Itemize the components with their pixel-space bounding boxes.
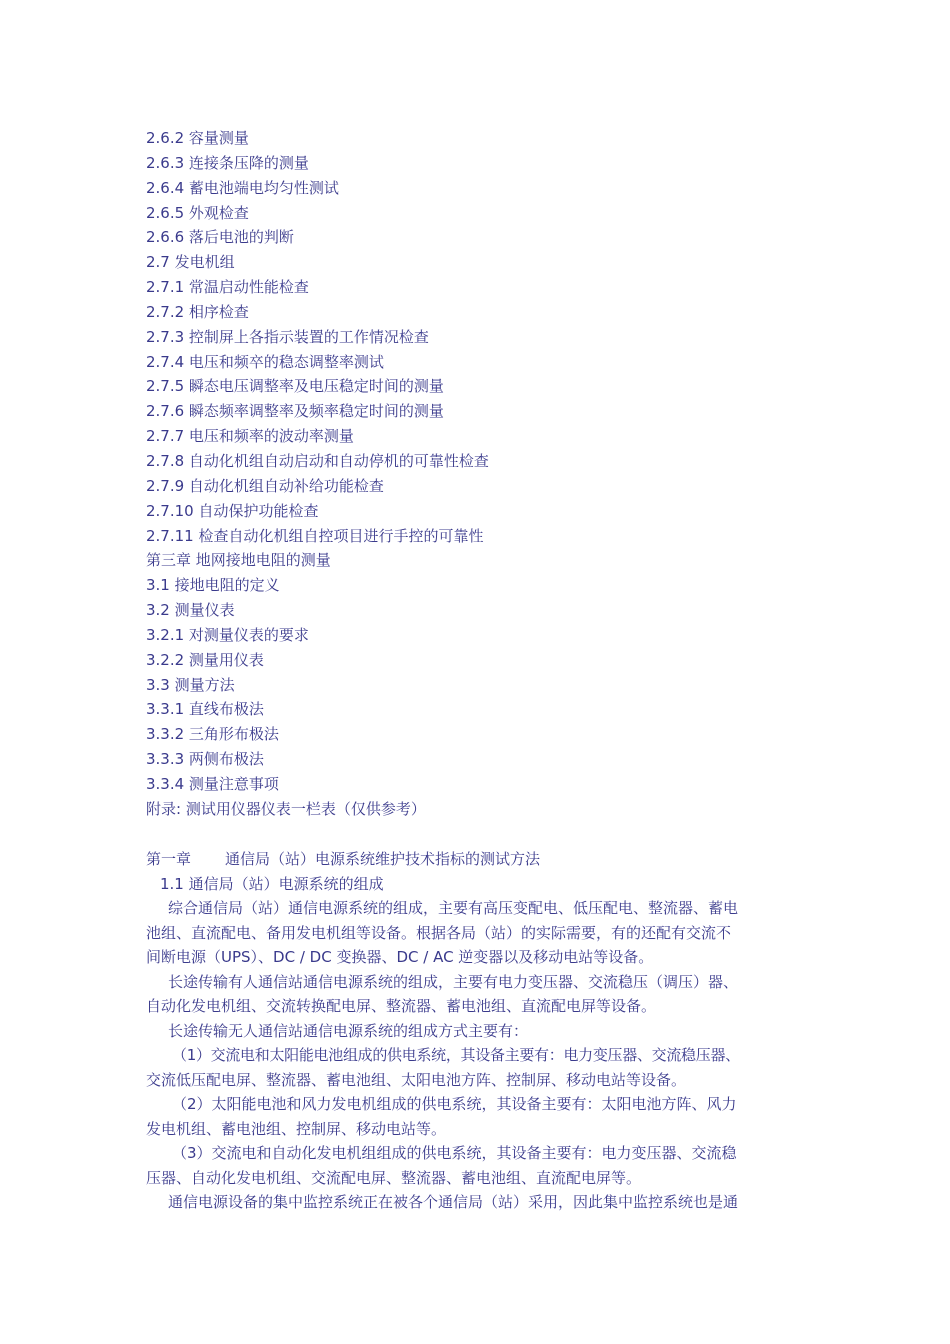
table-of-contents [146,126,489,822]
toc-entry[interactable]: 2.7.5 瞬态电压调整率及电压稳定时间的测量 [146,377,444,396]
toc-entry[interactable]: 2.7.11 检查自动化机组自控项目进行手控的可靠性 [146,526,484,545]
toc-entry[interactable]: 2.7.3 控制屏上各指示装置的工作情况检查 [146,327,429,346]
toc-entry[interactable]: 3.3.4 测量注意事项 [146,774,279,793]
toc-entry[interactable]: 2.7.10 自动保护功能检查 [146,501,319,520]
toc-entry[interactable]: 2.7.8 自动化机组自动启动和自动停机的可靠性检查 [146,451,489,470]
paragraph-line: 通信电源设备的集中监控系统正在被各个通信局（站）采用，因此集中监控系统也是通 [168,1193,739,1211]
toc-entry[interactable]: 2.7.9 自动化机组自动补给功能检查 [146,476,384,495]
paragraph-line: 综合通信局（站）通信电源系统的组成，主要有高压变配电、低压配电、整流器、蓄电 [168,899,739,917]
toc-entry[interactable]: 2.6.2 容量测量 [146,129,249,147]
list-item-line: （3）交流电和自动化发电机组组成的供电系统，其设备主要有：电力变压器、交流稳 [172,1144,737,1162]
toc-entry[interactable]: 2.7.1 常温启动性能检查 [146,278,309,297]
body-text [146,847,826,1215]
list-item-line: （2）太阳能电池和风力发电机组成的供电系统，其设备主要有：太阳电池方阵、风力 [172,1095,737,1113]
paragraph-line: 长途传输无人通信站通信电源系统的组成方式主要有： [168,1021,529,1040]
toc-entry[interactable]: 2.7 发电机组 [146,253,235,272]
toc-entry[interactable]: 2.7.4 电压和频卒的稳态调整率测试 [146,352,384,371]
paragraph-line: 间断电源（UPS）、DC / DC 变换器、DC / AC 逆变器以及移动电站等设备。 [146,948,654,966]
toc-entry[interactable]: 附录: 测试用仪器仪表一栏表（仅供参考） [146,799,426,818]
toc-entry[interactable]: 3.2.1 对测量仪表的要求 [146,625,309,644]
toc-entry[interactable]: 3.3 测量方法 [146,675,235,694]
list-item-line: 交流低压配电屏、整流器、蓄电池组、太阳电池方阵、控制屏、移动电站等设备。 [146,1070,687,1089]
paragraph-line: 自动化发电机组、交流转换配电屏、整流器、蓄电池组、直流配电屏等设备。 [146,997,657,1015]
chapter-label: 第一章 [146,850,192,868]
list-item-line: 发电机组、蓄电池组、控制屏、移动电站等。 [146,1119,447,1138]
toc-entry[interactable]: 3.1 接地电阻的定义 [146,576,280,595]
toc-entry[interactable]: 2.6.6 落后电池的判断 [146,228,294,247]
toc-entry[interactable]: 2.7.2 相序检查 [146,302,249,321]
toc-entry[interactable]: 3.2.2 测量用仪表 [146,650,264,669]
toc-entry[interactable]: 2.7.6 瞬态频率调整率及频率稳定时间的测量 [146,402,444,421]
toc-entry[interactable]: 3.3.3 两侧布极法 [146,750,264,769]
paragraph-line: 长途传输有人通信站通信电源系统的组成，主要有电力变压器、交流稳压（调压）器、 [168,972,739,991]
toc-entry[interactable]: 2.6.5 外观检查 [146,203,249,222]
toc-entry[interactable]: 第三章 地网接地电阻的测量 [146,551,331,570]
toc-entry[interactable]: 2.6.3 连接条压降的测量 [146,153,309,172]
list-item-line: 压器、自动化发电机组、交流配电屏、整流器、蓄电池组、直流配电屏等。 [146,1168,642,1187]
paragraph-line: 池组、直流配电、备用发电机组等设备。根据各局（站）的实际需要，有的还配有交流不 [146,923,732,942]
toc-entry[interactable]: 3.3.2 三角形布极法 [146,725,279,744]
toc-entry[interactable]: 3.3.1 直线布极法 [146,700,264,719]
list-item-line: （1）交流电和太阳能电池组成的供电系统，其设备主要有：电力变压器、交流稳压器、 [172,1046,740,1064]
toc-entry[interactable]: 2.7.7 电压和频率的波动率测量 [146,427,354,446]
toc-entry[interactable]: 2.6.4 蓄电池端电均匀性测试 [146,178,339,197]
section-heading: 1.1 通信局（站）电源系统的组成 [160,874,384,893]
toc-entry[interactable]: 3.2 测量仪表 [146,601,235,620]
chapter-heading [146,847,826,872]
chapter-title: 通信局（站）电源系统维护技术指标的测试方法 [225,850,541,868]
